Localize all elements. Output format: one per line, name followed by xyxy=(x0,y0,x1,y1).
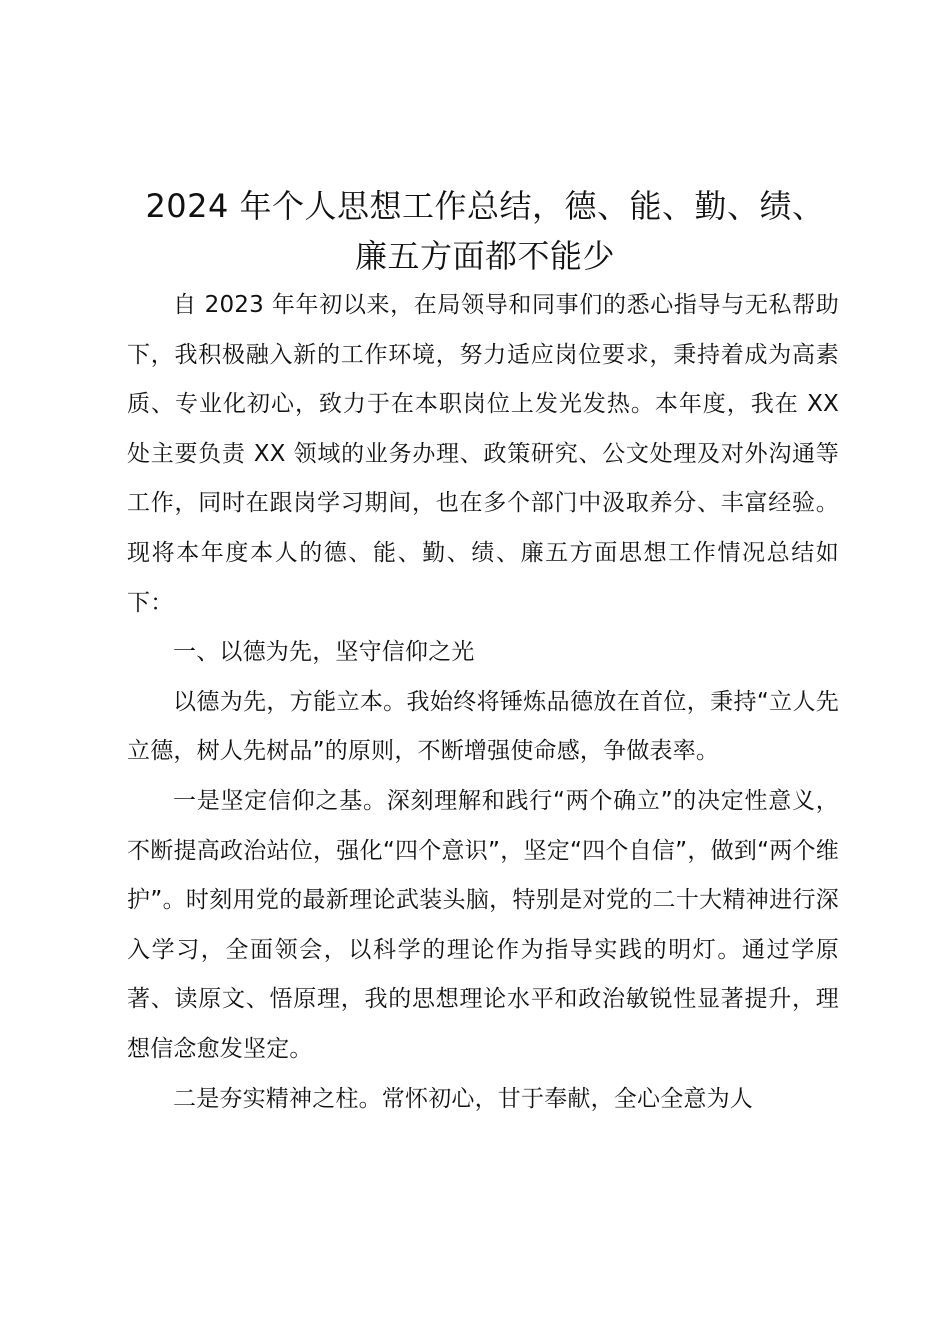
point-2-paragraph: 二是夯实精神之柱。常怀初心，甘于奉献，全心全意为人 xyxy=(173,1085,753,1112)
section-1-paragraph: 以德为先，方能立本。我始终将锤炼品德放在首位，秉持“立人先立德，树人先树品”的原则，不断增强使命感，争做表率。 xyxy=(127,688,839,765)
document-title xyxy=(100,181,870,281)
document-body xyxy=(127,281,839,1124)
section-heading-1: 一、以德为先，坚守信仰之光 xyxy=(173,639,475,666)
intro-paragraph: 自 2023 年年初以来，在局领导和同事们的悉心指导与无私帮助下，我积极融入新的工作环境，努力适应岗位要求，秉持着成为高素质、专业化初心，致力于在本职岗位上发光发热。本年度，我在 XX 处主要负责 XX 领域的业务办理、政策研究、公文处理及对外沟通等工作，同时在跟岗学习期间，也在多个部门中汲取养分、丰富经验。现将本年度本人的德、能、勤、绩、廉五方面思想工作情况总结如下： xyxy=(127,292,839,616)
point-1-paragraph: 一是坚定信仰之基。深刻理解和践行“两个确立”的决定性意义，不断提高政治站位，强化“四个意识”，坚定“四个自信”，做到“两个维护”。时刻用党的最新理论武装头脑，特别是对党的二十大精神进行深入学习，全面领会，以科学的理论作为指导实践的明灯。通过学原著、读原文、悟原理，我的思想理论水平和政治敏锐性显著提升，理想信念愈发坚定。 xyxy=(127,787,839,1062)
title-line-1: 2024 年个人思想工作总结，德、能、勤、绩、 xyxy=(145,187,825,225)
title-line-2: 廉五方面都不能少 xyxy=(354,237,615,275)
